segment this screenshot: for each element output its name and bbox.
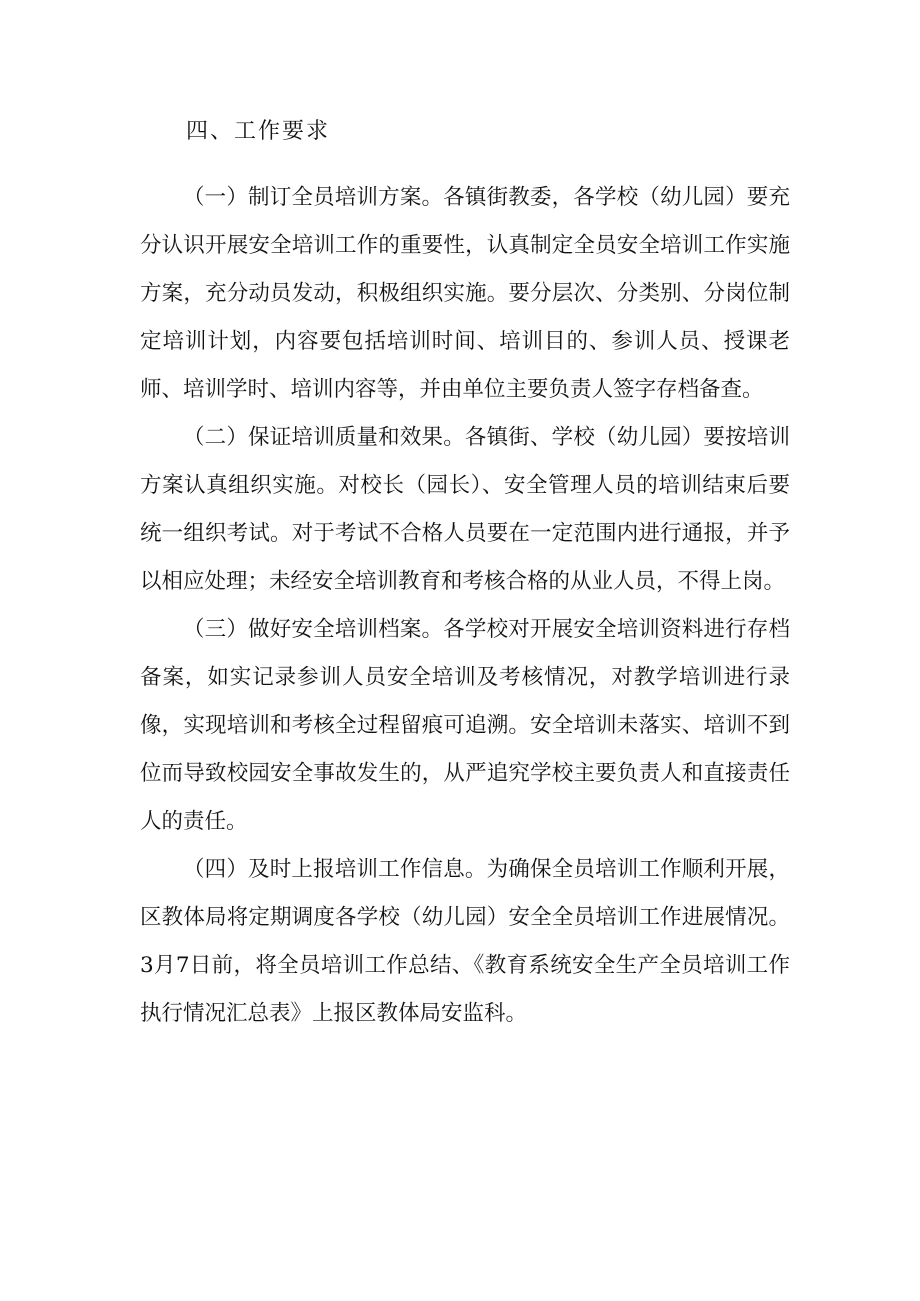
section-body (140, 174, 790, 1038)
paragraph-training-plan: （一）制订全员培训方案。各镇街教委，各学校（幼儿园）要充分认识开展安全培训工作的重要性，认真制定全员安全培训工作实施方案，充分动员发动，积极组织实施。要分层次、分类别、分岗位制定培训计划，内容要包括培训时间、培训目的、参训人员、授课老师、培训学时、培训内容等，并由单位主要负责人签字存档备查。 (140, 185, 790, 402)
paragraph-report-info: （四）及时上报培训工作信息。为确保全员培训工作顺利开展，区教体局将定期调度各学校（幼儿园）安全全员培训工作进展情况。3月7日前，将全员培训工作总结、《教育系统安全生产全员培训工作执行情况汇总表》上报区教体局安监科。 (140, 857, 790, 1026)
paragraph-training-quality: （二）保证培训质量和效果。各镇街、学校（幼儿园）要按培训方案认真组织实施。对校长（园长）、安全管理人员的培训结束后要统一组织考试。对于考试不合格人员要在一定范围内进行通报，并予以相应处理；未经安全培训教育和考核合格的从业人员，不得上岗。 (140, 425, 790, 594)
section-heading: 四、工作要求 (186, 119, 331, 144)
paragraph-training-archive: （三）做好安全培训档案。各学校对开展安全培训资料进行存档备案，如实记录参训人员安全培训及考核情况，对教学培训进行录像，实现培训和考核全过程留痕可追溯。安全培训未落实、培训不到位而导致校园安全事故发生的，从严追究学校主要负责人和直接责任人的责任。 (140, 617, 790, 834)
